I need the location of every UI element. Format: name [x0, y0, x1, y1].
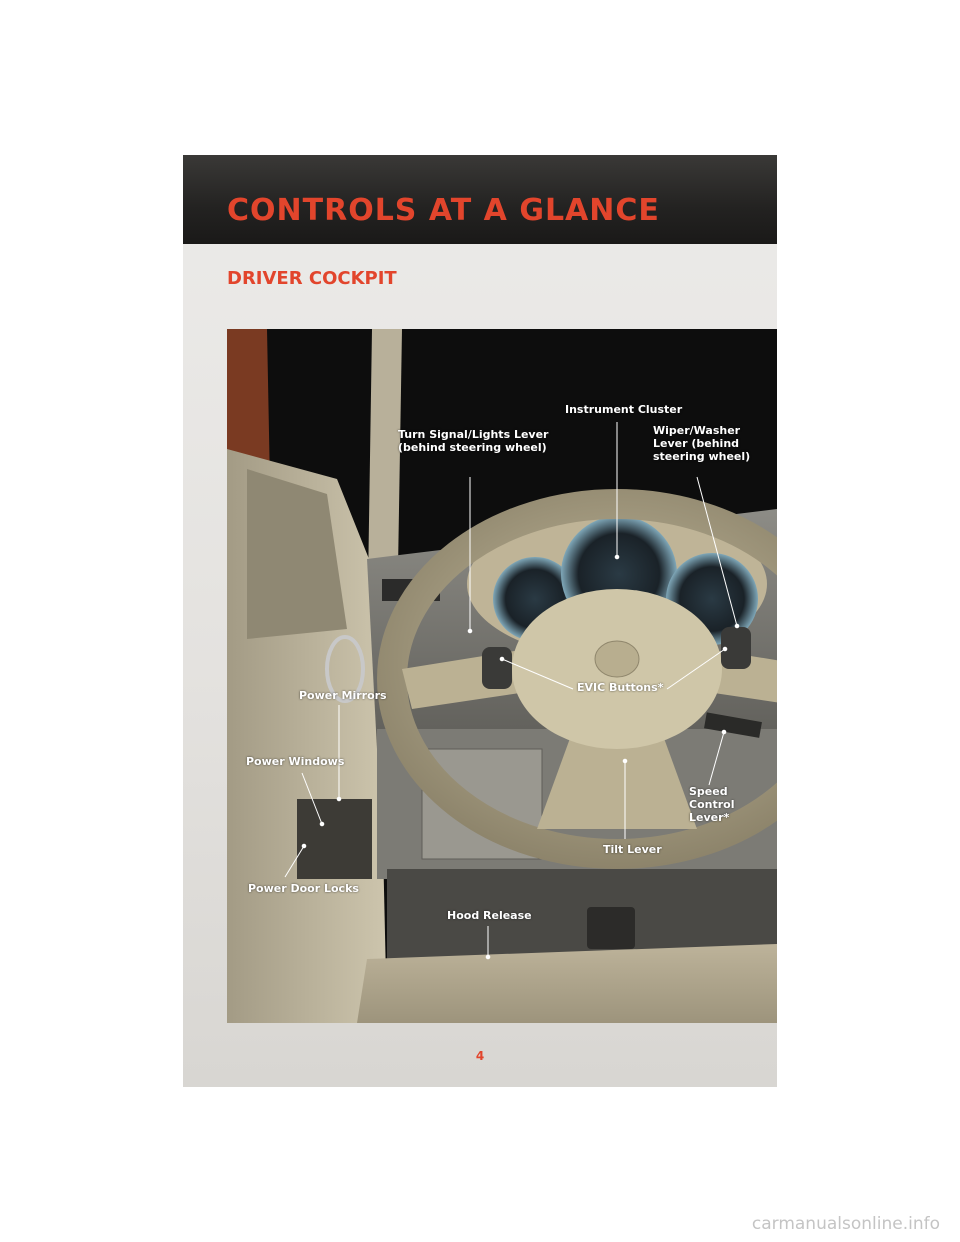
label-instrument-cluster: Instrument Cluster [565, 403, 683, 416]
page-number: 4 [475, 1049, 485, 1063]
label-power-mirrors: Power Mirrors [299, 689, 387, 702]
header-bar [183, 155, 777, 244]
manual-page [183, 155, 777, 1087]
label-turn-signal: Turn Signal/Lights Lever (behind steering wheel) [398, 428, 549, 454]
cockpit-photo [227, 329, 777, 1023]
label-power-door-locks: Power Door Locks [248, 882, 359, 895]
label-wiper-washer: Wiper/Washer Lever (behind steering wheel) [653, 424, 751, 463]
footer-url[interactable]: carmanualsonline.info [751, 1214, 940, 1234]
section-title: DRIVER COCKPIT [227, 268, 397, 289]
label-hood-release: Hood Release [447, 909, 532, 922]
label-power-windows: Power Windows [246, 755, 345, 768]
label-tilt-lever: Tilt Lever [603, 843, 662, 856]
label-speed-control: Speed Control Lever* [689, 785, 735, 824]
label-evic-buttons: EVIC Buttons* [577, 681, 664, 694]
page-title: CONTROLS AT A GLANCE [227, 193, 660, 228]
